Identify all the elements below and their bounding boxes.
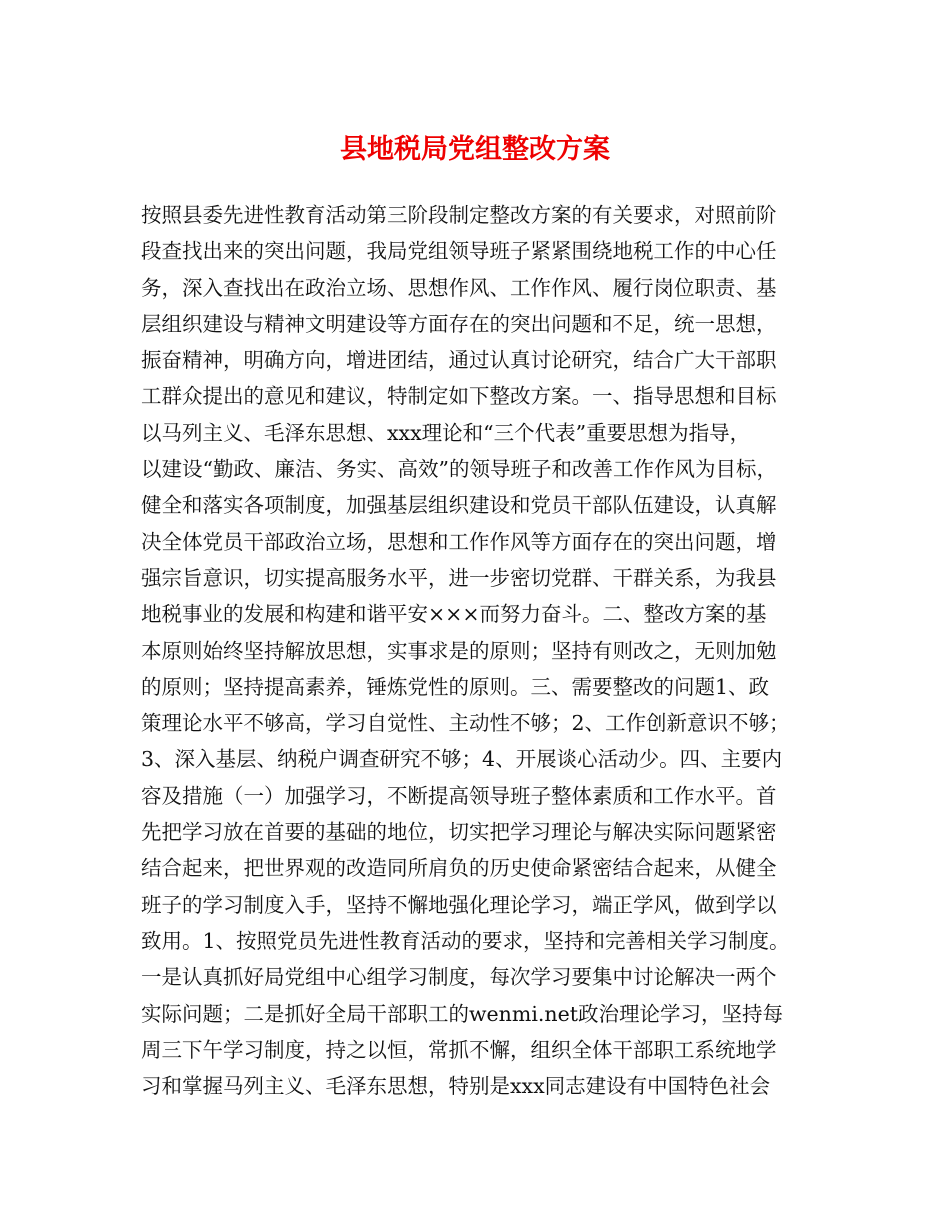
body-line: 策理论水平不够高，学习自觉性、主动性不够；2、工作创新意识不够； bbox=[141, 711, 790, 736]
body-line: 决全体党员干部政治立场，思想和工作作风等方面存在的突出问题，增 bbox=[141, 529, 777, 554]
body-line: 振奋精神，明确方向，增进团结，通过认真讨论研究，结合广大干部职 bbox=[141, 348, 777, 373]
body-line: 致用。1、按照党员先进性教育活动的要求，坚持和完善相关学习制度。 bbox=[141, 928, 790, 953]
body-line: 工群众提出的意见和建议，特制定如下整改方案。一、指导思想和目标 bbox=[141, 384, 777, 409]
body-line: 健全和落实各项制度，加强基层组织建设和党员干部队伍建设，认真解 bbox=[141, 493, 777, 518]
body-line: 的原则；坚持提高素养，锤炼党性的原则。三、需要整改的问题1、政 bbox=[141, 674, 770, 699]
body-line: 强宗旨意识，切实提高服务水平，进一步密切党群、干群关系，为我县 bbox=[141, 565, 777, 590]
body-line: 段查找出来的突出问题，我局党组领导班子紧紧围绕地税工作的中心任 bbox=[141, 239, 777, 264]
body-line: 班子的学习制度入手，坚持不懈地强化理论学习，端正学风，做到学以 bbox=[141, 892, 777, 917]
body-line: 周三下午学习制度，持之以恒，常抓不懈，组织全体干部职工系统地学 bbox=[141, 1037, 777, 1062]
body-line: 按照县委先进性教育活动第三阶段制定整改方案的有关要求，对照前阶 bbox=[141, 203, 777, 227]
body-line: 先把学习放在首要的基础的地位，切实把学习理论与解决实际问题紧密 bbox=[141, 820, 777, 845]
body-line: 本原则始终坚持解放思想，实事求是的原则；坚持有则改之，无则加勉 bbox=[141, 638, 777, 663]
body-line: 实际问题；二是抓好全局干部职工的wenmi.net政治理论学习，坚持每 bbox=[141, 1001, 783, 1026]
body-line: 务，深入查找出在政治立场、思想作风、工作作风、履行岗位职责、基 bbox=[141, 275, 777, 300]
body-line: 习和掌握马列主义、毛泽东思想，特别是xxx同志建设有中国特色社会 bbox=[141, 1074, 771, 1099]
body-line: 3、深入基层、纳税户调查研究不够；4、开展谈心活动少。四、主要内 bbox=[141, 747, 783, 772]
body-line: 结合起来，把世界观的改造同所肩负的历史使命紧密结合起来，从健全 bbox=[141, 856, 777, 881]
body-line: 以建设“勤政、廉洁、务实、高效”的领导班子和改善工作作风为目标， bbox=[141, 457, 777, 482]
body-line: 以马列主义、毛泽东思想、xxx理论和“三个代表”重要思想为指导， bbox=[141, 420, 751, 445]
document-title: 县地税局党组整改方案 bbox=[340, 134, 610, 165]
document-body bbox=[141, 197, 821, 1104]
body-line: 地税事业的发展和构建和谐平安×××而努力奋斗。二、整改方案的基 bbox=[141, 602, 767, 627]
body-line: 容及措施（一）加强学习，不断提高领导班子整体素质和工作水平。首 bbox=[141, 783, 777, 808]
body-line: 一是认真抓好局党组中心组学习制度，每次学习要集中讨论解决一两个 bbox=[141, 965, 777, 990]
body-line: 层组织建设与精神文明建设等方面存在的突出问题和不足，统一思想， bbox=[141, 311, 777, 336]
